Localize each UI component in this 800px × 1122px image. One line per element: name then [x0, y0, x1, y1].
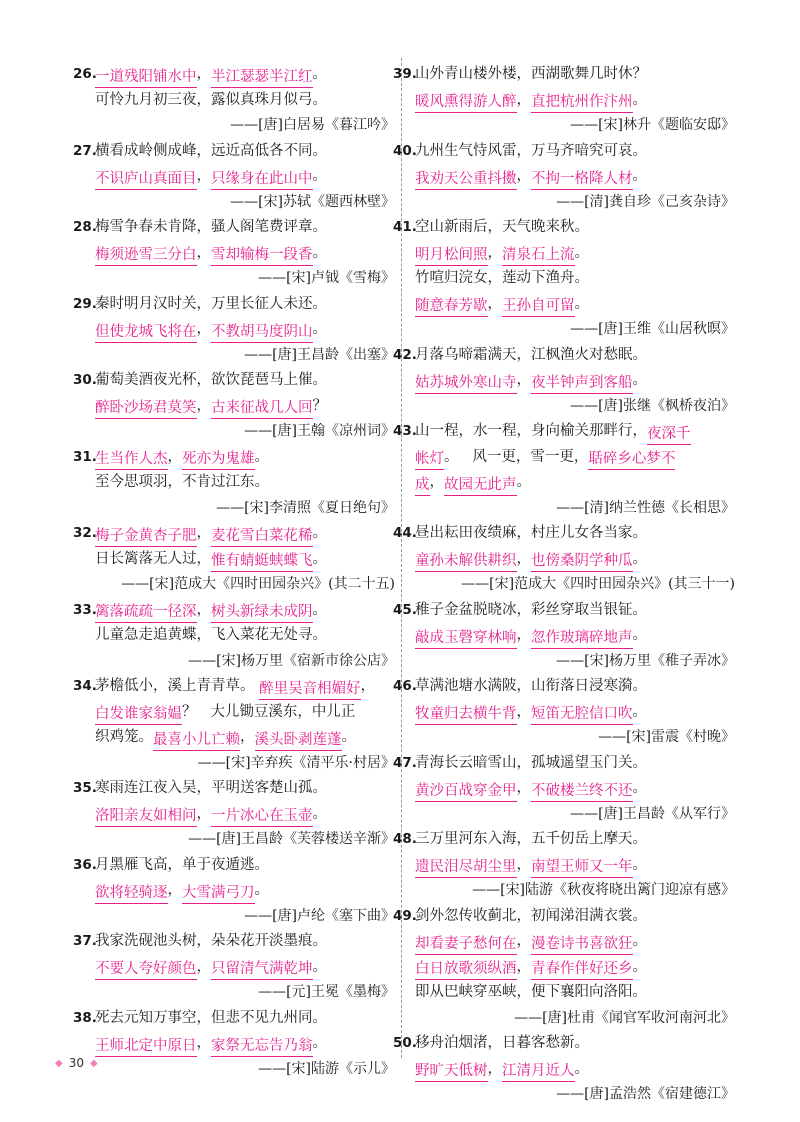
answer-text: 我劝天公重抖擞 [415, 170, 517, 190]
poem-text: ， [196, 958, 211, 975]
poem-line [415, 164, 735, 190]
poem-text: 即从巴峡穿巫峡，便下襄阳向洛阳。 [415, 984, 647, 1000]
poem-text: ， [196, 1035, 211, 1051]
poem-source: ——[宋]杨万里《宿新市徐公店》 [188, 652, 395, 669]
poem-source: ——[宋]杨万里《稚子弄冰》 [556, 652, 735, 669]
poem-text: 。 [632, 550, 647, 567]
poem-text: 。 [312, 244, 327, 261]
answer-text: 一道残阳铺水中 [95, 68, 197, 88]
answer-text: 生当作人杰 [95, 450, 168, 470]
poem-text: ， [196, 805, 211, 822]
poem-text: 死去元知万事空，但悲不见九州同。 [95, 1009, 327, 1026]
poem-text: 儿童急走追黄蝶，飞入菜花无处寻。 [95, 627, 327, 643]
poem-source: ——[清]纳兰性德《长相思》 [556, 499, 735, 516]
poem-source: ——[宋]辛弃疾《清平乐·村居》 [197, 754, 395, 771]
answer-text: 遗民泪尽胡尘里 [415, 858, 517, 878]
answer-text: 溪头卧剥莲蓬 [255, 731, 342, 751]
poem-entry [393, 62, 735, 139]
poem-line [73, 598, 395, 624]
answer-text: 聒碎乡心梦不 [588, 450, 675, 470]
left-column [73, 62, 395, 1082]
poem-text: 稚子金盆脱晓冰，彩丝穿取当银钲。 [415, 601, 647, 618]
poem-entry [73, 215, 395, 292]
poem-text: 。 [312, 321, 327, 337]
answer-text: 不识庐山真面目 [95, 170, 197, 190]
poem-entry [73, 598, 395, 675]
answer-text: 不破楼兰终不还 [531, 782, 633, 802]
poem-text: ， [196, 168, 211, 184]
poem-line [415, 1057, 735, 1083]
answer-text: 忽作玻璃碎地声 [531, 629, 633, 649]
answer-text: 江清月近人 [502, 1062, 575, 1082]
poem-text: 剑外忽传收蓟北，初闻涕泪满衣裳。 [415, 907, 647, 924]
poem-line [415, 445, 735, 471]
answer-text: 死亦为鬼雄 [182, 450, 255, 470]
poem-text: ， [167, 882, 182, 898]
answer-text: 直把杭州作汴州 [531, 93, 633, 113]
poem-text: 九州生气恃风雷，万马齐喑究可哀。 [415, 142, 647, 159]
poem-text: ， [516, 372, 531, 388]
poem-line [415, 776, 735, 802]
answer-text: 白发谁家翁媪 [95, 705, 182, 725]
poem-line [95, 725, 395, 751]
entry-number: 44. [393, 525, 417, 541]
right-column [393, 62, 735, 1108]
poem-entry [393, 215, 735, 343]
poem-entry [73, 929, 395, 1006]
poem-text: 可怜九月初三夜，露似真珠月似弓。 [95, 91, 327, 108]
answer-text: 夜半钟声到客船 [531, 374, 633, 394]
answer-text: 梅子金黄杏子肥 [95, 527, 197, 547]
poem-text: 。 [312, 525, 327, 541]
entry-number: 42. [393, 346, 417, 363]
poem-line [73, 215, 395, 241]
poem-text: 。 [341, 729, 356, 745]
poem-line [415, 853, 735, 879]
answer-text: 王孙自可留 [502, 297, 575, 317]
entry-number: 26. [73, 66, 97, 82]
poem-text: ， [516, 958, 531, 975]
poem-entry [393, 1031, 735, 1108]
poem-text: ， [167, 448, 182, 465]
poem-line [73, 139, 395, 165]
poem-line [95, 394, 395, 420]
poem-text: ， [516, 856, 531, 873]
answer-text: 醉里吴音相媚好 [259, 680, 361, 700]
answer-text: 暖风熏得游人醉 [415, 93, 517, 113]
entry-number: 27. [73, 142, 97, 159]
poem-entry [73, 776, 395, 853]
poem-line [73, 521, 395, 547]
poem-text: 。 [312, 601, 327, 618]
poem-text: ， [516, 627, 531, 643]
answer-text: 短笛无腔信口吹 [531, 705, 633, 725]
poem-line [393, 904, 735, 930]
poem-entry [393, 674, 735, 751]
poem-text: 草满池塘水满陂，山衔落日浸寒漪。 [415, 678, 647, 694]
poem-source: ——[宋]陆游《示儿》 [258, 1060, 395, 1077]
answer-text: 欲将轻骑逐 [95, 884, 168, 904]
page-footer [55, 1056, 98, 1070]
poem-text: ， [487, 244, 502, 261]
poem-line [95, 88, 395, 114]
poem-text: ， [196, 244, 211, 261]
poem-text: 。 [312, 958, 327, 975]
poem-text: ， [196, 66, 211, 82]
entry-number: 35. [73, 780, 97, 796]
entry-number: 30. [73, 372, 97, 388]
poem-text: ？ [312, 397, 327, 414]
poem-line [73, 445, 395, 471]
answer-text: 篱落疏疏一径深 [95, 603, 197, 623]
poem-line [393, 598, 735, 624]
poem-source: ——[宋]李清照《夏日绝句》 [216, 499, 395, 516]
poem-text: 我家洗砚池头树，朵朵花开淡墨痕。 [95, 933, 327, 949]
poem-text: 。 [632, 958, 647, 975]
poem-text: ， [360, 678, 376, 694]
poem-text: ， [516, 780, 531, 796]
poem-source: ——[宋]雷震《村晚》 [598, 729, 735, 745]
poem-line [73, 1006, 395, 1032]
poem-text: ， [516, 703, 531, 720]
entry-number: 41. [393, 219, 417, 235]
answer-text: 南望王师又一年 [531, 858, 633, 878]
answer-text: 但使龙城飞将在 [95, 323, 197, 343]
answer-text: 白日放歌须纵酒 [415, 960, 517, 980]
answer-text: 清泉石上流 [502, 246, 575, 266]
poem-text: 月落乌啼霜满天，江枫渔火对愁眠。 [415, 346, 647, 363]
diamond-icon: ◆ [89, 1057, 98, 1069]
poem-entry [393, 521, 735, 598]
answer-text: 夜深千 [647, 425, 691, 445]
poem-text: 竹喧归浣女，莲动下渔舟。 [415, 270, 589, 286]
poem-line [73, 62, 395, 88]
poem-text: 山一程，水一程，身向榆关那畔行， [415, 423, 647, 439]
poem-line [393, 827, 735, 853]
answer-text: 半江瑟瑟半江红 [211, 68, 313, 88]
poem-text: 。 [632, 168, 647, 184]
poem-text: 。 [632, 91, 647, 108]
entry-number: 48. [393, 831, 417, 847]
poem-text: 。 [632, 372, 647, 388]
poem-text: ， [516, 550, 531, 567]
answer-text: 只留清气满乾坤 [211, 960, 313, 980]
answer-text: 成 [415, 476, 430, 496]
poem-text: 。 [574, 295, 589, 312]
poem-text: 至今思项羽，不肯过江东。 [95, 474, 269, 490]
entry-number: 34. [73, 678, 97, 694]
poem-text: 三万里河东入海，五千仞岳上摩天。 [415, 831, 647, 847]
poem-entry [393, 419, 735, 521]
poem-entry [393, 139, 735, 216]
answer-text: 帐灯 [415, 450, 444, 470]
poem-text: 秦时明月汉时关，万里长征人未还。 [95, 295, 327, 312]
poem-line [415, 266, 735, 292]
answer-text: 不要人夸好颜色 [95, 960, 197, 980]
entry-number: 29. [73, 295, 97, 312]
poem-source: ——[唐]杜甫《闻官军收河南河北》 [514, 1009, 735, 1026]
entry-number: 49. [393, 907, 417, 924]
poem-text: 织鸡笼。 [95, 729, 153, 745]
entry-number: 45. [393, 601, 417, 618]
poem-line [73, 853, 395, 879]
entry-number: 43. [393, 423, 417, 439]
entry-number: 28. [73, 219, 97, 235]
poem-source: ——[宋]苏轼《题西林壁》 [230, 193, 395, 210]
poem-line [393, 674, 735, 700]
poem-text: ， [487, 295, 502, 312]
poem-text: 横看成岭侧成峰，远近高低各不同。 [95, 142, 327, 159]
entry-number: 37. [73, 933, 97, 949]
answer-text: 家祭无忘告乃翁 [211, 1037, 313, 1057]
poem-text: 日长篱落无人过， [95, 550, 211, 567]
poem-text: 。 [574, 1060, 589, 1077]
poem-text: ， [516, 168, 531, 184]
poem-text: ， [196, 321, 211, 337]
poem-entry [393, 343, 735, 420]
answer-text: 野旷天低树 [415, 1062, 488, 1082]
poem-line [415, 980, 735, 1006]
poem-line [73, 292, 395, 318]
poem-source: ——[清]龚自珍《己亥杂诗》 [556, 193, 735, 210]
answer-text: 一片冰心在玉壶 [211, 807, 313, 827]
poem-line [393, 751, 735, 777]
poem-source: ——[宋]范成大《四时田园杂兴》(其三十一) [461, 576, 735, 592]
poem-text: ？ 大儿锄豆溪东，中儿正 [182, 703, 356, 720]
answer-text: 明月松间照 [415, 246, 488, 266]
poem-source: ——[元]王冕《墨梅》 [258, 984, 395, 1000]
answer-text: 不拘一格降人材 [531, 170, 633, 190]
poem-source: ——[宋]陆游《秋夜将晓出篱门迎凉有感》 [472, 882, 735, 898]
poem-text: 。 [312, 66, 327, 82]
poem-entry [73, 521, 395, 598]
poem-line [73, 368, 395, 394]
poem-line [393, 419, 735, 445]
answer-text: 黄沙百战穿金甲 [415, 782, 517, 802]
poem-entry [73, 368, 395, 445]
poem-entry [73, 62, 395, 139]
poem-line [393, 215, 735, 241]
poem-text: 。 风一更，雪一更， [444, 448, 589, 465]
poem-line [95, 470, 395, 496]
answer-text: 漫卷诗书喜欲狂 [531, 935, 633, 955]
poem-text: 。 [312, 805, 327, 822]
poem-text: 葡萄美酒夜光杯，欲饮琵琶马上催。 [95, 372, 327, 388]
poem-text: ， [196, 397, 211, 414]
poem-line [95, 955, 395, 981]
poem-line [73, 776, 395, 802]
poem-line [95, 241, 395, 267]
answer-text: 姑苏城外寒山寺 [415, 374, 517, 394]
answer-text: 梅须逊雪三分白 [95, 246, 197, 266]
poem-source: ——[唐]白居易《暮江吟》 [230, 117, 395, 133]
poem-line [393, 343, 735, 369]
poem-line [415, 241, 735, 267]
entry-number: 39. [393, 66, 417, 82]
poem-text: ， [516, 933, 531, 949]
poem-entry [73, 674, 395, 776]
answer-text: 洛阳亲友如相问 [95, 807, 197, 827]
poem-text: 山外青山楼外楼，西湖歌舞几时休？ [415, 66, 647, 82]
poem-line [95, 164, 395, 190]
entry-number: 36. [73, 856, 97, 873]
poem-source: ——[唐]王翰《凉州词》 [244, 423, 395, 439]
answer-text: 树头新绿未成阴 [211, 603, 313, 623]
poem-text: ， [429, 474, 444, 490]
answer-text: 牧童归去横牛背 [415, 705, 517, 725]
diamond-icon: ◆ [55, 1057, 63, 1069]
poem-text: 。 [312, 550, 327, 567]
poem-text: ， [487, 1060, 502, 1077]
poem-text: ， [196, 525, 211, 541]
poem-text: 。 [632, 703, 647, 720]
entry-number: 31. [73, 448, 97, 465]
poem-line [393, 521, 735, 547]
poem-line [393, 139, 735, 165]
poem-text: 梅雪争春未肯降，骚人阁笔费评章。 [95, 219, 327, 235]
answer-text: 却看妻子愁何在 [415, 935, 517, 955]
poem-text: ， [196, 601, 211, 618]
poem-text: 。 [254, 448, 269, 465]
poem-line [415, 88, 735, 114]
poem-text: 青海长云暗雪山，孤城遥望玉门关。 [415, 754, 647, 771]
entry-number: 50. [393, 1035, 417, 1051]
answer-text: 麦花雪白菜花稀 [211, 527, 313, 547]
poem-text: 。 [574, 244, 589, 261]
poem-entry [393, 827, 735, 904]
poem-line [415, 623, 735, 649]
poem-line [95, 317, 395, 343]
poem-entry [393, 751, 735, 828]
answer-text: 王师北定中原日 [95, 1037, 197, 1057]
entry-number: 46. [393, 678, 417, 694]
poem-entry [393, 598, 735, 675]
poem-line [95, 802, 395, 828]
poem-source: ——[唐]孟浩然《宿建德江》 [556, 1086, 735, 1102]
poem-line [95, 547, 395, 573]
entry-number: 47. [393, 754, 417, 771]
poem-text: ， [240, 729, 255, 745]
answer-text: 故园无此声 [444, 476, 517, 496]
answer-text: 大雪满弓刀 [182, 884, 255, 904]
entry-number: 33. [73, 601, 97, 618]
poem-text: 。 [254, 882, 269, 898]
entry-number: 38. [73, 1009, 97, 1026]
answer-text: 最喜小儿亡赖 [153, 731, 240, 751]
answer-text: 古来征战几人回 [211, 399, 313, 419]
poem-line [415, 929, 735, 955]
poem-text: 茅檐低小，溪上青青草。 [95, 678, 260, 694]
answer-text: 雪却输梅一段香 [211, 246, 313, 266]
poem-line [73, 929, 395, 955]
poem-text: 空山新雨后，天气晚来秋。 [415, 219, 589, 235]
poem-line [95, 700, 395, 726]
answer-text: 敲成玉磬穿林响 [415, 629, 517, 649]
poem-line [415, 368, 735, 394]
poem-text: 。 [312, 168, 327, 184]
poem-source: ——[唐]张继《枫桥夜泊》 [570, 397, 735, 414]
poem-entry [73, 139, 395, 216]
poem-source: ——[宋]范成大《四时田园杂兴》(其二十五) [121, 576, 395, 592]
poem-entry [73, 292, 395, 369]
poem-source: ——[宋]林升《题临安邸》 [570, 117, 735, 133]
poem-text: 。 [632, 856, 647, 873]
poem-line [393, 1031, 735, 1057]
poem-line [415, 470, 735, 496]
poem-line [393, 62, 735, 88]
poem-line [415, 955, 735, 981]
answer-text: 青春作伴好还乡 [531, 960, 633, 980]
poem-text: ， [516, 91, 531, 108]
answer-text: 惟有蜻蜓蛱蝶飞 [211, 552, 313, 572]
poem-text: 月黑雁飞高，单于夜遁逃。 [95, 856, 269, 873]
poem-text: 。 [632, 933, 647, 949]
answer-text: 醉卧沙场君莫笑 [95, 399, 197, 419]
poem-line [73, 674, 395, 700]
poem-entry [73, 445, 395, 522]
answer-text: 也傍桑阴学种瓜 [531, 552, 633, 572]
poem-line [415, 547, 735, 573]
poem-line [95, 1031, 395, 1057]
poem-entry [393, 904, 735, 1032]
answer-text: 只缘身在此山中 [211, 170, 313, 190]
page-number: 30 [68, 1056, 84, 1070]
answer-text: 童孙未解供耕织 [415, 552, 517, 572]
poem-line [415, 700, 735, 726]
poem-source: ——[唐]王昌龄《出塞》 [244, 346, 395, 363]
poem-text: 。 [516, 474, 531, 490]
poem-line [95, 878, 395, 904]
poem-line [95, 623, 395, 649]
poem-source: ——[唐]王昌龄《芙蓉楼送辛渐》 [188, 831, 395, 847]
poem-text: 。 [632, 627, 647, 643]
poem-text: 昼出耘田夜绩麻，村庄儿女各当家。 [415, 525, 647, 541]
poem-source: ——[唐]卢纶《塞下曲》 [244, 907, 395, 924]
poem-text: 移舟泊烟渚，日暮客愁新。 [415, 1035, 589, 1051]
answer-text: 不教胡马度阴山 [211, 323, 313, 343]
answer-text: 随意春芳歇 [415, 297, 488, 317]
poem-text: 。 [632, 780, 647, 796]
poem-source: ——[唐]王昌龄《从军行》 [570, 805, 735, 822]
entry-number: 40. [393, 142, 417, 159]
poem-text: 。 [312, 1035, 327, 1051]
poem-line [415, 292, 735, 318]
poem-source: ——[唐]王维《山居秋暝》 [570, 321, 735, 337]
poem-text: 寒雨连江夜入吴，平明送客楚山孤。 [95, 780, 327, 796]
entry-number: 32. [73, 525, 97, 541]
poem-entry [73, 853, 395, 930]
poem-source: ——[宋]卢钺《雪梅》 [258, 270, 395, 286]
